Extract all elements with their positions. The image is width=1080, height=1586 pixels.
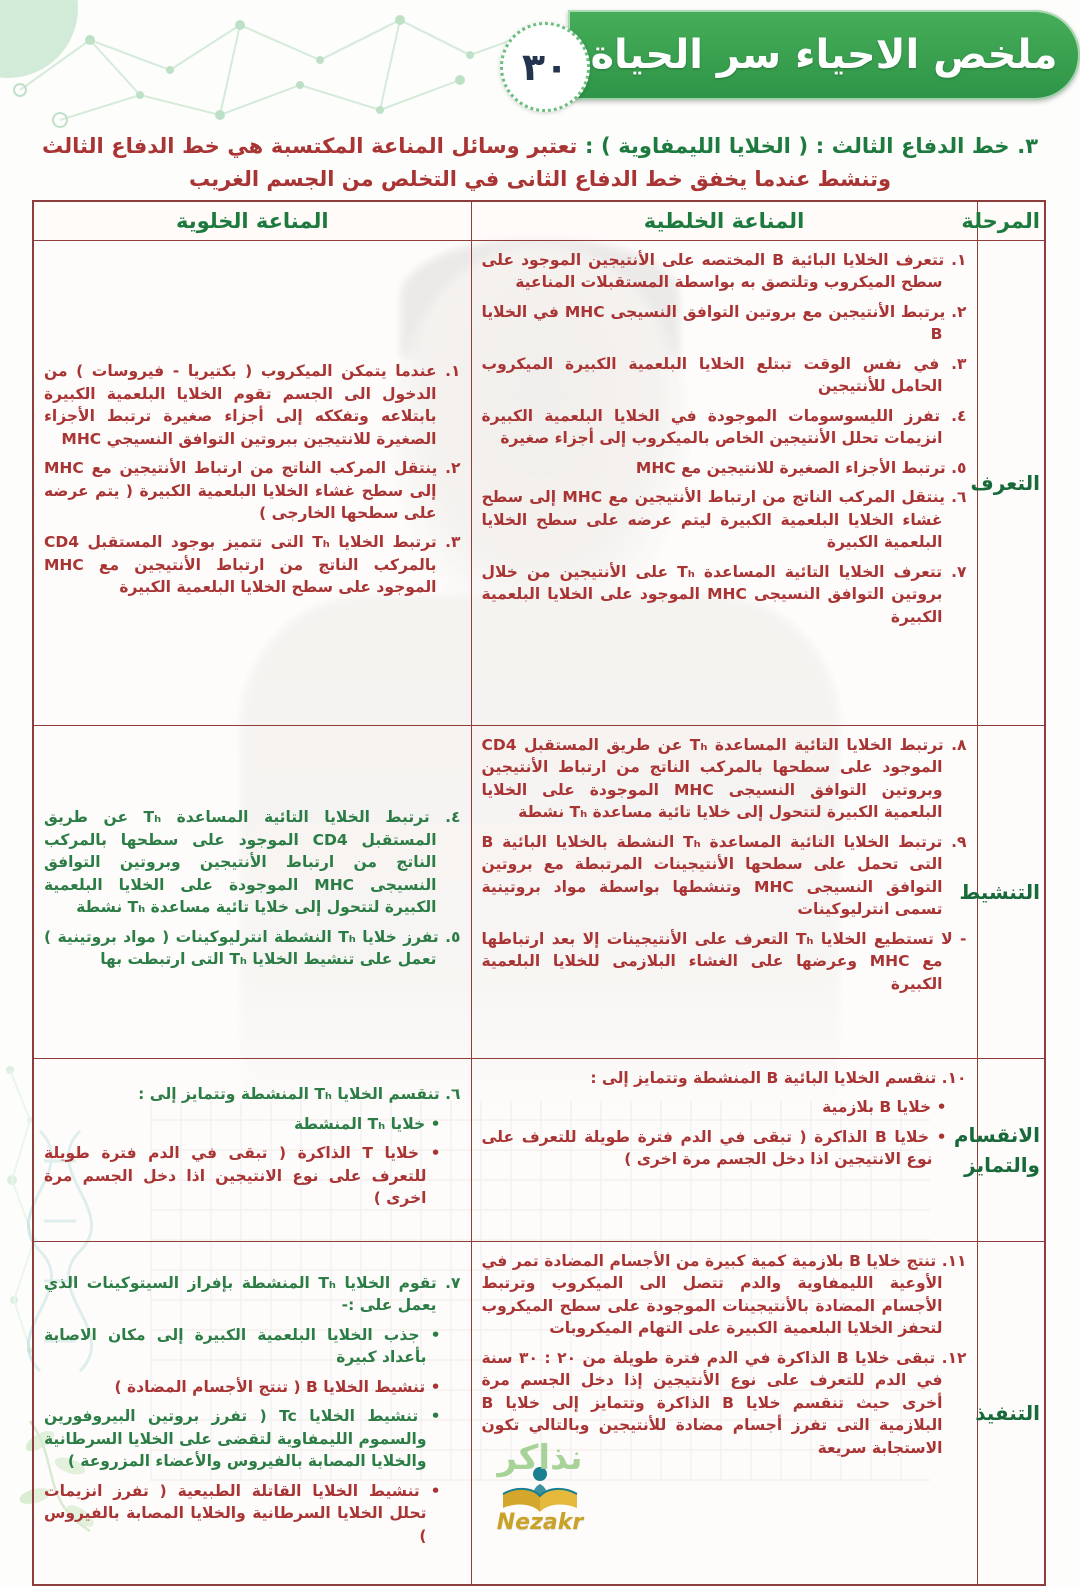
- item: ١٠. تنقسم الخلايا البائية B المنشطة وتتمايز إلى :: [590, 1069, 967, 1087]
- item: ١. تتعرف الخلايا البائية B المختصه على الأنتيجين الموجود على سطح الميكروب وتلتصق به بواسطة المستقبلات المناعية: [481, 251, 967, 292]
- bullet-item: • تنشيط الخلايا القاتلة الطبيعية ( تفرز انزيمات تحلل الخلايا السرطانية والخلايا المصابة بالفيروس ): [44, 1480, 461, 1547]
- bullet-item: • جذب الخلايا البلعمية الكبيرة إلى مكان الاصابة بأعداد كبيرة: [44, 1324, 461, 1369]
- item: ١٢. تبقى خلايا B الذاكرة في الدم فترة طويلة من ٢٠ : ٣٠ سنة في الدم للتعرف على نوع الأنتيجين إذا دخل الجسم مرة أخرى حيث تنقسم خلايا B الذاكرة وتتمايز إلى خلايا B البلازمية التى تفرز أجسام مضادة للأنتيجين وبالتالي تكون الاستجابة سريعة: [481, 1348, 967, 1457]
- item: ٥. تفرز خلايا Tₕ النشطة انترليوكينات ( مواد بروتينية ) تعمل على تنشيط الخلايا Tₕ التى ارتبطت بها: [44, 927, 461, 969]
- cellular-cell-division: [33, 1059, 471, 1242]
- table-header-row: [33, 201, 1045, 241]
- note-item: - لا تستطيع الخلايا Tₕ التعرف على الأنتيجينات إلا بعد ارتباطها مع MHC وعرضها على الغشاء البلازمى للخلايا البلعمية الكبيرة: [481, 929, 967, 993]
- brand-logo: [410, 1438, 670, 1535]
- bullet-item: • خلايا Tₕ المنشطة: [44, 1113, 461, 1135]
- humoral-cell-division: [471, 1059, 977, 1242]
- title-band: [568, 10, 1080, 100]
- item: ٩. ترتبط الخلايا التائية المساعدة Tₕ النشطة بالخلايا البائية B التى تحمل على سطحها الأنتيجينات المرتبطة مع بروتين التوافق النسيجى MHC وتنشطها بواسطة مواد بروتينية تسمى انترليوكينات: [481, 832, 967, 919]
- intro-text: تعتبر وسائل المناعة المكتسبة هي خط الدفاع الثالث وتنشط عندما يخفق خط الدفاع الثانى في التخلص من الجسم الغريب: [42, 134, 892, 191]
- item: ٣. في نفس الوقت تبتلع الخلايا البلعمية الكبيرة الميكروب الحامل للأنتيجين: [481, 354, 967, 396]
- item: ٧. تقوم الخلايا Tₕ المنشطة بإفراز السيتوكينات الذي يعمل على :-: [44, 1273, 461, 1315]
- item: ٧. تتعرف الخلايا التائية المساعدة Tₕ على الأنتيجين من خلال بروتين التوافق النسيجى MHC الموجود على الخلايا البلعمية الكبيرة: [481, 562, 967, 626]
- humoral-cell-recognition: [471, 241, 977, 726]
- table-row-activation: [33, 726, 1045, 1059]
- cellular-cell-recognition: [33, 241, 471, 726]
- intro-heading: ٣. خط الدفاع الثالث : ( الخلايا الليمفاوية ) :: [584, 134, 1039, 158]
- item: ٨. ترتبط الخلايا التائية المساعدة Tₕ عن طريق المستقبل CD4 الموجود على سطحها بالمركب الناتج من ارتباط الأنتيجين وبروتين التوافق النسيجى MHC الموجودة على الخلايا البلعمية الكبيرة لتتحول إلى خلايا تائية مساعدة Tₕ نشطة: [481, 736, 967, 822]
- item: ٤. ترتبط الخلايا التائية المساعدة Tₕ عن طريق المستقبل CD4 الموجود على سطحها بالمركب الناتج من ارتباط الأنتيجين وبروتين التوافق النسيجى MHC الموجودة على الخلايا البلعمية الكبيرة لتتحول إلى خلايا تائية مساعدة Tₕ نشطة: [44, 808, 461, 917]
- column-header-humoral: المناعة الخلطية: [471, 201, 977, 241]
- intro-paragraph: [42, 130, 1038, 195]
- table-row-division: [33, 1059, 1045, 1242]
- bullet-item: • تنشيط الخلايا B ( تنتج الأجسام المضادة ): [44, 1376, 461, 1398]
- item: ١١. تنتج خلايا B بلازمية كمية كبيرة من الأجسام المضادة تمر في الأوعية الليمفاوية والدم تتصل الى الميكروب وترتبط الأجسام المضادة بالأنتيجينات الموجودة على سطح الميكروب لتحفز الخلايا البلعمية الكبيرة على التهام الميكروبات: [481, 1252, 967, 1338]
- item: ١. عندما يتمكن الميكروب ( بكتيريا - فيروسات ) من الدخول الى الجسم تقوم الخلايا البلعمية الكبيرة بابتلاعه وتفككه إلى أجزاء صغيرة ترتبط الأجزاء الصغيرة للانتيجين ببروتين التوافق النسيجي MHC: [44, 362, 461, 448]
- item: ٤. تفرز الليسوسومات الموجودة في الخلايا البلعمية الكبيرة انزيمات تحلل الأنتيجين الخاص بالميكروب إلى أجزاء صغيرة: [481, 406, 967, 448]
- brand-name-english: Nezakr: [496, 1510, 584, 1535]
- brand-name-arabic: نذاكر: [497, 1438, 583, 1478]
- table-row-recognition: [33, 241, 1045, 726]
- bullet-item: • تنشيط الخلايا Tc ( تفرز بروتين البيروفورين والسموم الليمفاوية لتقضى على الخلايا السرطانية والخلايا المصابة بالفيروس والأعضاء المزروعة ): [44, 1405, 461, 1472]
- item: ٣. ترتبط الخلايا Tₕ التى تتميز بوجود المستقبل CD4 بالمركب الناتج من ارتباط الأنتيجين مع MHC الموجود على سطح الخلايا البلعمية الكبيرة: [44, 533, 461, 597]
- bullet-item: • خلايا B بلازمية: [482, 1096, 967, 1118]
- page-number: ٣٠: [521, 45, 569, 89]
- cellular-cell-execution: [33, 1242, 471, 1586]
- immunity-table: [32, 200, 1046, 1586]
- item: ٢. يرتبط الأنتيجين مع بروتين التوافق النسيجى MHC في الخلايا B: [481, 302, 967, 344]
- column-header-stage: المرحلة: [977, 201, 1045, 241]
- stage-label: التنفيذ: [977, 1242, 1045, 1586]
- cellular-cell-activation: [33, 726, 471, 1059]
- item: ٥. ترتبط الأجزاء الصغيرة للانتيجين مع MHC: [635, 458, 967, 477]
- page-header: [0, 0, 1080, 124]
- humoral-cell-activation: [471, 726, 977, 1059]
- item: ٦. تنقسم الخلايا Tₕ المنشطة وتتمايز إلى :: [138, 1085, 461, 1104]
- item: ٢. ينتقل المركب الناتج من ارتباط الأنتيجين مع MHC إلى سطح غشاء الخلايا البلعمية الكبيرة ( يتم عرضه على سطحها الخارجى ): [44, 459, 461, 522]
- bullet-item: • خلايا T الذاكرة ( تبقى في الدم فترة طويلة للتعرف على نوع الانتيجين اذا دخل الجسم مرة اخرى ): [44, 1142, 461, 1209]
- stage-label: التنشيط: [977, 726, 1045, 1059]
- stage-label: التعرف: [977, 241, 1045, 726]
- column-header-cellular: المناعة الخلوية: [33, 201, 471, 241]
- page-title: ملخص الاحياء سر الحياة: [590, 32, 1058, 78]
- page-number-badge: [500, 22, 590, 112]
- bullet-item: • خلايا B الذاكرة ( تبقى في الدم فترة طويلة للتعرف على نوع الانتيجين اذا دخل الجسم مرة اخرى ): [482, 1126, 967, 1171]
- stage-label: الانقسام والتمايز: [977, 1059, 1045, 1242]
- item: ٦. ينتقل المركب الناتج من ارتباط الأنتيجين مع MHC إلى سطح غشاء الخلايا البلعمية الكبيرة ليتم عرضه على سطح الخلايا البلعمية الكبيرة: [481, 488, 967, 552]
